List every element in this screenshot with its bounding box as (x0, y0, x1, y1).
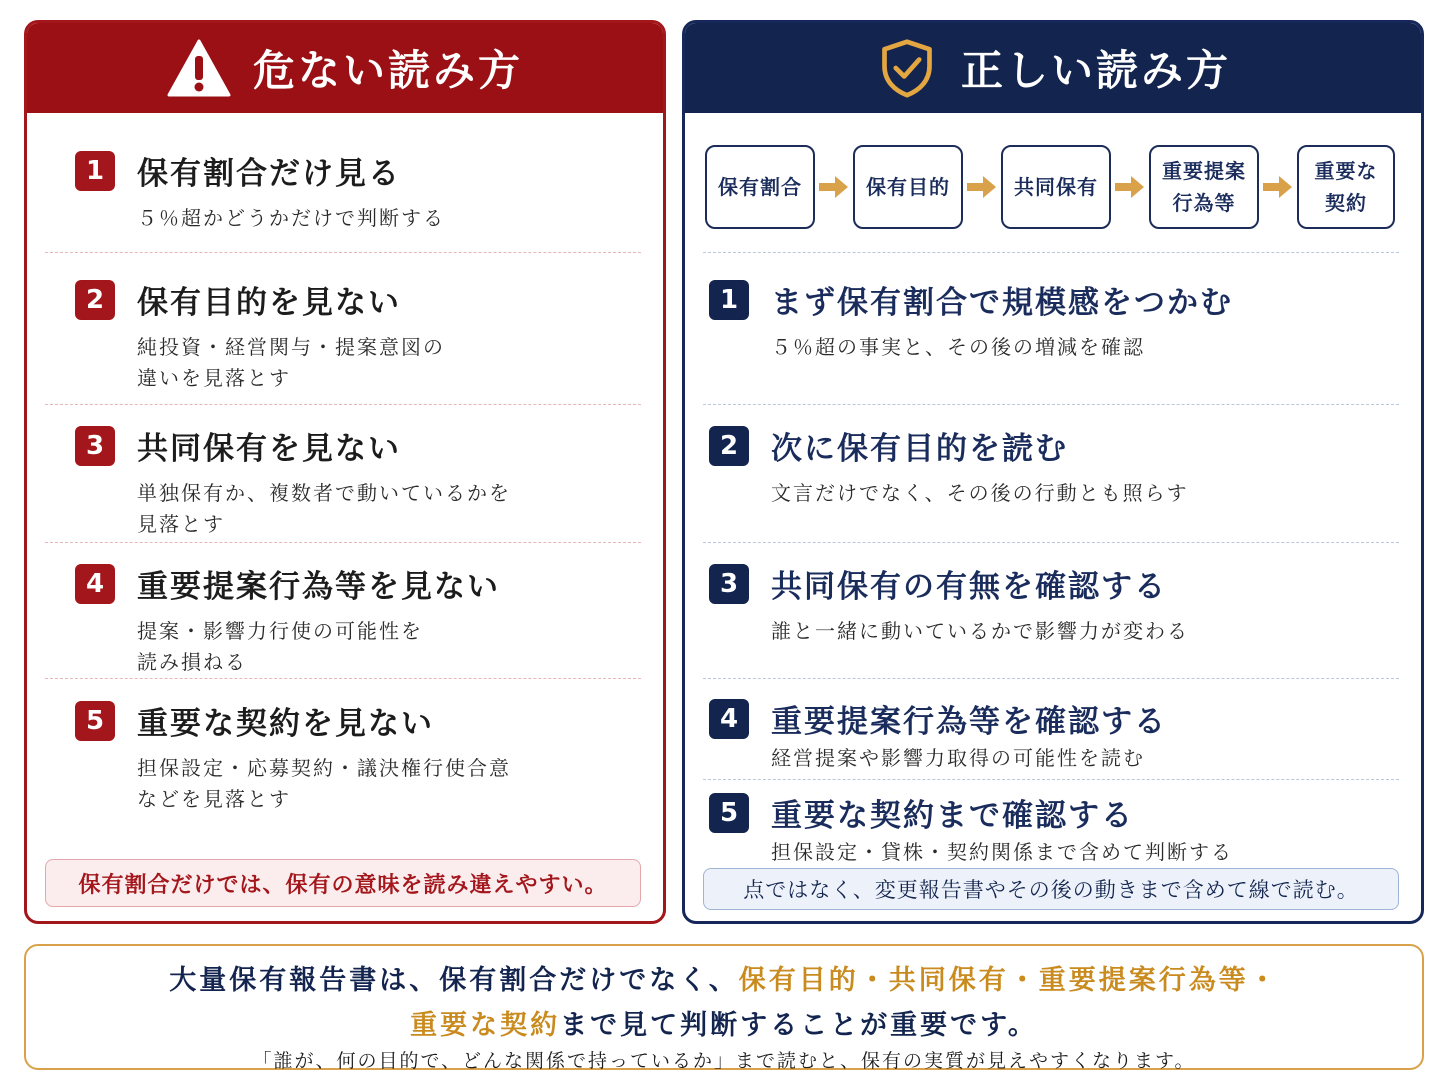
item-number: 2 (709, 426, 749, 466)
correct-summary-note: 点ではなく、変更報告書やその後の動きまで含めて線で読む。 (703, 868, 1399, 910)
item-number: 4 (709, 699, 749, 739)
item-number: 3 (75, 426, 115, 466)
item-description: 文言だけでなく、その後の行動とも照らす (771, 481, 1189, 505)
item-description: 提案・影響力行使の可能性を 読み損ねる (137, 619, 423, 674)
summary-line-2 (26, 1003, 1422, 1042)
flow-step-3: 共同保有 (1001, 145, 1111, 229)
correct-item-5 (685, 790, 1421, 868)
flow-step-2: 保有目的 (853, 145, 963, 229)
item-description: ５％超かどうかだけで判断する (137, 206, 445, 230)
item-title: 次に保有目的を読む (771, 431, 1068, 467)
correct-item-3 (685, 561, 1421, 647)
reading-order-flow (705, 143, 1401, 231)
item-description: 担保設定・貸株・契約関係まで含めて判断する (771, 840, 1233, 864)
shield-check-icon (875, 38, 939, 98)
divider (703, 542, 1399, 543)
divider (703, 678, 1399, 679)
divider (45, 252, 641, 253)
item-number: 5 (75, 701, 115, 741)
warning-icon (167, 38, 231, 98)
arrow-right-icon (1111, 172, 1149, 202)
item-title: 重要提案行為等を見ない (137, 569, 500, 605)
summary-footnote: 「誰が、何の目的で、どんな関係で持っているか」まで読むと、保有の実質が見えやすくなります。 (252, 1050, 1196, 1072)
arrow-right-icon (963, 172, 1001, 202)
item-title: 重要な契約を見ない (137, 706, 434, 742)
dangerous-reading-panel (24, 20, 666, 924)
danger-warning-note: 保有割合だけでは、保有の意味を読み違えやすい。 (45, 859, 641, 907)
arrow-right-icon (1259, 172, 1297, 202)
divider (45, 542, 641, 543)
dangerous-panel-header (27, 23, 663, 113)
danger-item-1 (27, 148, 663, 234)
correct-item-2 (685, 423, 1421, 509)
correct-reading-panel (682, 20, 1424, 924)
divider (45, 678, 641, 679)
item-description: 単独保有か、複数者で動いているかを 見落とす (137, 481, 511, 536)
item-description: ５％超の事実と、その後の増減を確認 (771, 335, 1145, 359)
divider (703, 779, 1399, 780)
summary-highlight: 重要な契約 (410, 1010, 561, 1041)
dangerous-panel-title: 危ない読み方 (252, 46, 523, 95)
danger-item-3 (27, 423, 663, 540)
summary-text: まで見て判断することが重要です。 (560, 1010, 1038, 1041)
correct-item-1 (685, 277, 1421, 363)
summary-box (24, 944, 1424, 1070)
item-title: 重要提案行為等を確認する (771, 704, 1167, 740)
danger-item-5 (27, 698, 663, 815)
divider (703, 404, 1399, 405)
arrow-right-icon (815, 172, 853, 202)
item-number: 1 (709, 280, 749, 320)
correct-panel-header (685, 23, 1421, 113)
divider (45, 404, 641, 405)
item-description: 純投資・経営関与・提案意図の 違いを見落とす (137, 335, 445, 390)
correct-item-4 (685, 696, 1421, 774)
summary-line-1 (26, 958, 1422, 997)
item-title: 重要な契約まで確認する (771, 798, 1134, 834)
item-number: 2 (75, 280, 115, 320)
item-title: 共同保有を見ない (137, 431, 401, 467)
item-title: 保有目的を見ない (137, 285, 401, 321)
item-number: 1 (75, 151, 115, 191)
item-description: 経営提案や影響力取得の可能性を読む (771, 746, 1145, 770)
item-description: 誰と一緒に動いているかで影響力が変わる (771, 619, 1189, 643)
item-number: 4 (75, 564, 115, 604)
flow-step-4: 重要提案 行為等 (1149, 145, 1259, 229)
flow-step-5: 重要な 契約 (1297, 145, 1395, 229)
summary-text: 大量保有報告書は、保有割合だけでなく、 (169, 965, 739, 996)
item-title: 共同保有の有無を確認する (771, 569, 1167, 605)
summary-highlight: 保有目的・共同保有・重要提案行為等・ (738, 965, 1279, 996)
danger-item-2 (27, 277, 663, 394)
item-description: 担保設定・応募契約・議決権行使合意 などを見落とす (137, 756, 511, 811)
divider (703, 252, 1399, 253)
item-title: 保有割合だけ見る (137, 156, 401, 192)
flow-step-1: 保有割合 (705, 145, 815, 229)
danger-item-4 (27, 561, 663, 678)
item-number: 5 (709, 793, 749, 833)
item-number: 3 (709, 564, 749, 604)
item-title: まず保有割合で規模感をつかむ (771, 285, 1233, 321)
correct-panel-title: 正しい読み方 (960, 46, 1231, 95)
